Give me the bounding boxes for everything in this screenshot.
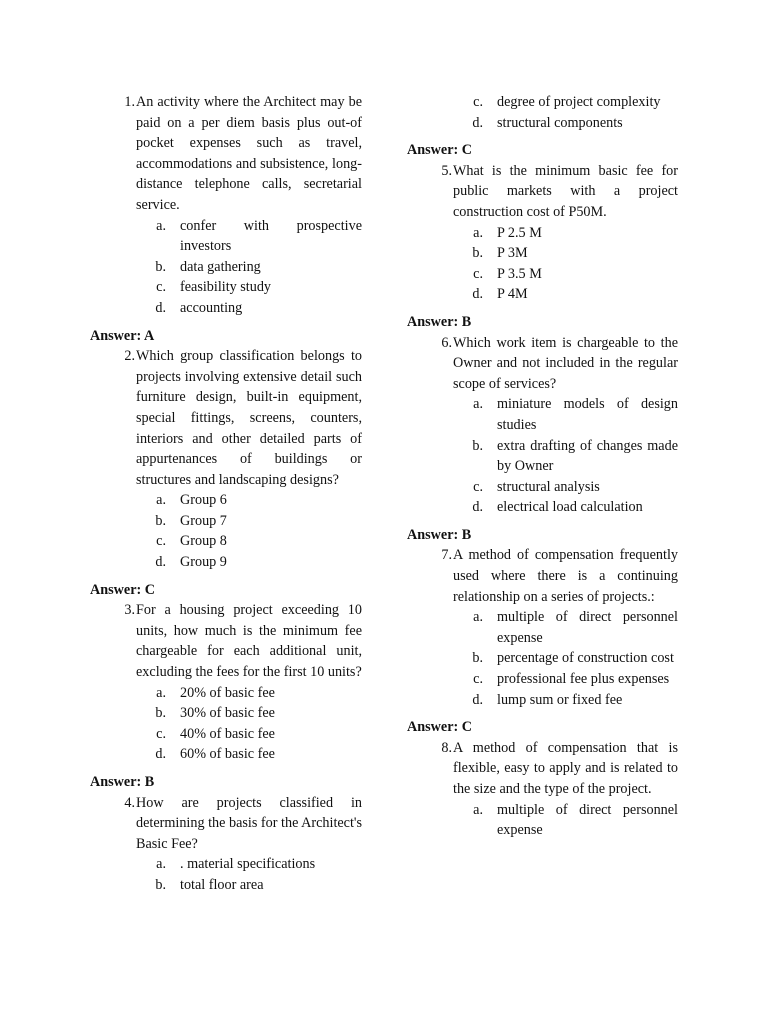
option-letter: b . [135,703,180,724]
option-text: 20% of basic fee [180,684,275,701]
option-letter: a . [135,216,180,257]
answer-option [135,724,362,745]
option-letter: a . [452,223,497,244]
option-text: structural analysis [497,478,600,495]
question-number: 8 . [407,738,452,800]
option-letter: b . [452,648,497,669]
question-item [90,346,362,490]
option-letter: a . [135,683,180,704]
answer-option [452,243,678,264]
option-text: 30% of basic fee [180,705,275,722]
answer-option [452,648,678,669]
option-text: professional fee plus expenses [497,671,670,688]
answer-line: Answer: C [407,719,473,736]
option-letter: b . [452,436,497,477]
option-text: degree of project complexity [497,94,661,110]
option-letter: c . [452,477,497,498]
option-text: P 3.5 M [497,265,542,282]
answer-option [452,223,678,244]
question-item [407,161,678,223]
answer-option [452,284,678,305]
question-number: 3 . [90,600,135,682]
option-letter: c . [452,669,497,690]
option-letter: d . [452,284,497,305]
question-text: Which work item is chargeable to the Owner and not included in the regular scope of services? [453,334,678,392]
option-letter: c . [452,264,497,285]
option-letter: c . [135,531,180,552]
question-text: A method of compensation frequently used where there is a continuing relationship on a series of projects.: [453,547,678,605]
option-letter: b . [135,875,180,896]
answer-line: Answer: B [407,313,472,330]
option-letter: c . [135,724,180,745]
question-text: An activity where the Architect may be paid on a per diem basis plus out-of pocket expenses such as travel, accommodations and subsistence, long-distance telephone calls, secretarial service. [136,94,362,213]
option-letter: c . [135,277,180,298]
answer-option [452,394,678,435]
question-number: 2 . [90,346,135,490]
option-text: confer with prospective investors [180,217,362,255]
question-item [90,793,362,855]
option-text: extra drafting of changes made by Owner [497,437,678,475]
question-item [407,738,678,800]
answer-line: Answer: B [90,774,155,790]
option-letter: d . [135,298,180,319]
option-letter: a . [452,800,497,841]
answer-option [135,875,362,896]
answer-option [135,744,362,765]
option-text: 40% of basic fee [180,725,275,742]
question-number: 1 . [90,92,135,216]
answer-option [135,490,362,511]
answer-line: Answer: C [90,581,156,598]
answer-option [452,436,678,477]
answer-option [452,497,678,518]
question-text: A method of compensation that is flexible, easy to apply and is related to the size and the type of the project. [453,739,678,797]
option-text: accounting [180,299,243,316]
option-text: . material specifications [180,856,316,873]
option-text: multiple of direct personnel expense [497,801,678,839]
answer-option [452,264,678,285]
option-text: P 2.5 M [497,224,542,241]
question-item [90,92,362,216]
option-text: Group 7 [180,512,227,529]
option-text: P 3M [497,245,528,262]
answer-option [135,511,362,532]
right-column [407,92,678,841]
question-item [407,333,678,395]
answer-option [452,113,678,134]
option-text: multiple of direct personnel expense [497,609,678,646]
question-number: 4 . [90,793,135,855]
answer-option [135,216,362,257]
answer-option [135,854,362,875]
answer-line: Answer: C [407,142,473,159]
option-letter: a . [452,607,497,648]
answer-option [135,703,362,724]
option-letter: b . [135,257,180,278]
question-item [90,600,362,682]
question-text: Which group classification belongs to projects involving extensive detail such furniture design, built-in equipment, special fittings, screens, counters, interiors and other detailed parts of appurtenances of buildings or structures and landscaping designs? [136,348,362,488]
option-letter: d . [452,113,497,134]
option-letter: a . [452,394,497,435]
question-text: How are projects classified in determining the basis for the Architect's Basic Fee? [136,794,362,852]
answer-option [452,690,678,711]
option-text: structural components [497,114,623,131]
option-text: total floor area [180,876,264,893]
answer-option [135,552,362,573]
answer-line: Answer: B [407,526,472,543]
option-letter: d . [452,497,497,518]
option-text: lump sum or fixed fee [497,691,623,708]
option-text: Group 9 [180,554,227,571]
answer-option [135,298,362,319]
question-text: For a housing project exceeding 10 units, how much is the minimum fee chargeable for each additional unit, excluding the fees for the first 10 units? [136,602,362,681]
option-letter: d . [135,552,180,573]
option-text: data gathering [180,258,261,275]
question-number: 7 . [407,545,452,607]
answer-option [135,531,362,552]
option-letter: d . [452,690,497,711]
answer-option [135,257,362,278]
answer-option [452,92,678,113]
answer-option [135,277,362,298]
option-text: percentage of construction cost [497,650,674,667]
answer-option [452,669,678,690]
option-text: feasibility study [180,279,272,296]
option-letter: b . [135,511,180,532]
option-letter: c . [452,92,497,113]
answer-line: Answer: A [90,327,155,344]
option-text: Group 8 [180,533,227,550]
question-item [407,545,678,607]
question-number: 6 . [407,333,452,395]
answer-option [452,477,678,498]
option-text: P 4M [497,286,528,303]
left-column [90,92,362,896]
option-text: miniature models of design studies [497,396,678,433]
option-text: Group 6 [180,492,227,509]
answer-option [452,607,678,648]
option-text: 60% of basic fee [180,746,275,763]
option-text: electrical load calculation [497,499,643,516]
option-letter: a . [135,490,180,511]
question-text: What is the minimum basic fee for public markets with a project construction cost of P50M. [453,162,678,220]
answer-option [452,800,678,841]
option-letter: a . [135,854,180,875]
option-letter: d . [135,744,180,765]
question-number: 5 . [407,161,452,223]
answer-option [135,683,362,704]
option-letter: b . [452,243,497,264]
